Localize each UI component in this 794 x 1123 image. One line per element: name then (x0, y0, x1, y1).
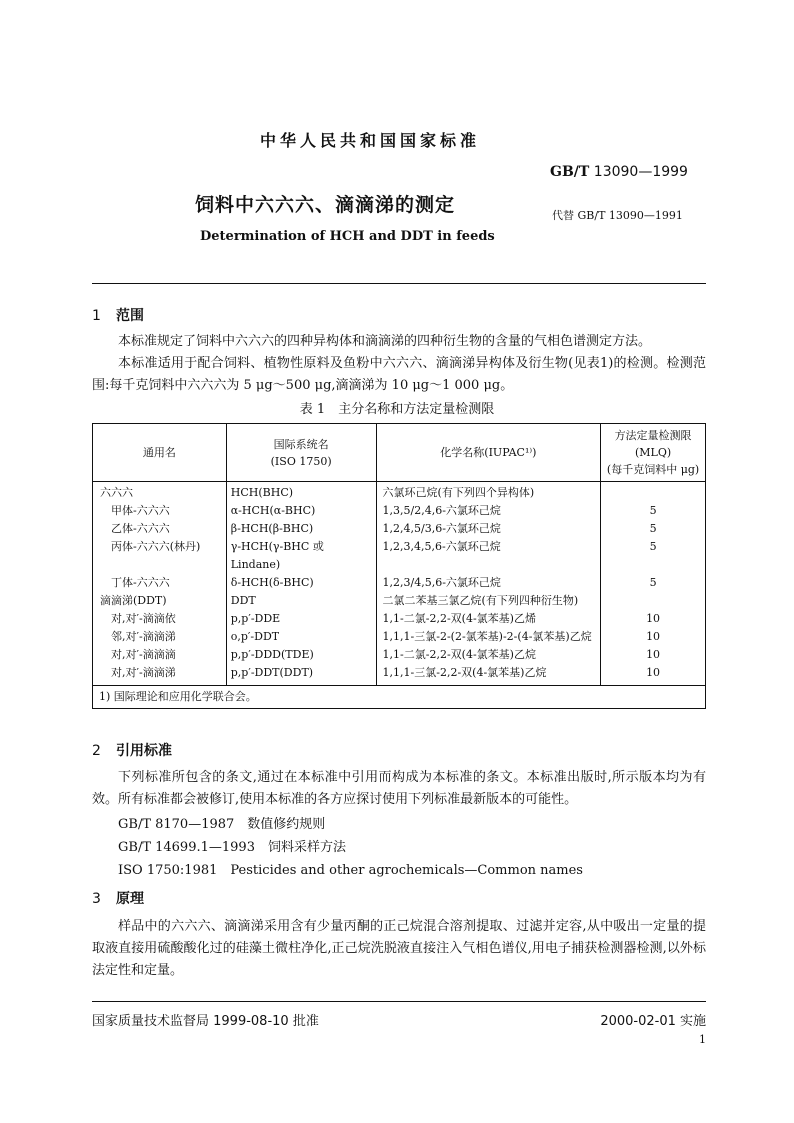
reference-item: ISO 1750:1981 Pesticides and other agrochemicals—Common names (118, 863, 583, 878)
header-mlq-line1: 方法定量检测限 (614, 429, 692, 442)
cell-chemical-name: 1,2,3/4,5,6-六氯环己烷 (376, 574, 601, 592)
cell-mlq: 5 (601, 520, 706, 538)
header-iso-name-line2: (ISO 1750) (270, 454, 332, 468)
footer-divider (92, 1001, 706, 1002)
cell-common-name: 六六六 (93, 482, 227, 503)
cell-common-name: 乙体-六六六 (93, 520, 227, 538)
cell-chemical-name: 1,1-二氯-2,2-双(4-氯苯基)乙烷 (376, 646, 601, 664)
cell-common-name: 甲体-六六六 (93, 502, 227, 520)
cell-common-name: 滴滴涕(DDT) (93, 592, 227, 610)
table-row (93, 610, 706, 628)
cell-common-name: 丁体-六六六 (93, 574, 227, 592)
cell-chemical-name: 1,3,5/2,4,6-六氯环己烷 (376, 502, 601, 520)
cell-iso-name: γ-HCH(γ-BHC 或 Lindane) (226, 538, 376, 574)
table-row (93, 502, 706, 520)
cell-chemical-name: 1,1,1-三氯-2,2-双(4-氯苯基)乙烷 (376, 664, 601, 686)
section-1-paragraph-1: 本标准规定了饲料中六六六的四种异构体和滴滴涕的四种衍生物的含量的气相色谱测定方法。 (118, 334, 652, 349)
table-row (93, 520, 706, 538)
table-row (93, 574, 706, 592)
effective-date: 2000-02-01 实施 (600, 1014, 706, 1029)
table-row (93, 646, 706, 664)
cell-common-name: 对,对′-滴滴涕 (93, 664, 227, 686)
cell-chemical-name: 1,1,1-三氯-2-(2-氯苯基)-2-(4-氯苯基)乙烷 (376, 628, 601, 646)
standard-category-title: 中华人民共和国国家标准 (259, 131, 480, 150)
cell-mlq: 10 (601, 646, 706, 664)
cell-mlq: 10 (601, 610, 706, 628)
cell-iso-name: β-HCH(β-BHC) (226, 520, 376, 538)
section-2-title: 引用标准 (116, 743, 172, 759)
section-3-title: 原理 (116, 891, 144, 907)
section-1-title: 范围 (116, 308, 144, 324)
table-footnote-row (93, 686, 706, 709)
section-3-heading (92, 888, 144, 908)
document-title: 饲料中六六六、滴滴涕的测定 (195, 194, 456, 216)
cell-mlq: 10 (601, 628, 706, 646)
reference-item: GB/T 8170—1987 数值修约规则 (118, 817, 326, 832)
cell-iso-name: p,p′-DDD(TDE) (226, 646, 376, 664)
cell-chemical-name: 1,1-二氯-2,2-双(4-氯苯基)乙烯 (376, 610, 601, 628)
section-2-heading (92, 740, 172, 760)
cell-mlq: 5 (601, 538, 706, 574)
standard-code-number: 13090—1999 (593, 164, 688, 180)
header-chemical-name: 化学名称(IUPAC¹⁾) (376, 424, 601, 482)
section-1-number: 1 (92, 308, 101, 324)
reference-item: GB/T 14699.1—1993 饲料采样方法 (118, 840, 346, 855)
table-footnote: 1) 国际理论和应用化学联合会。 (93, 686, 706, 709)
table-row (93, 592, 706, 610)
cell-mlq: 10 (601, 664, 706, 686)
table-row (93, 664, 706, 686)
section-1-paragraph-2: 本标准适用于配合饲料、植物性原料及鱼粉中六六六、滴滴涕异构体及衍生物(见表1)的检测。检测范围:每千克饲料中六六六为 5 μg～500 μg,滴滴涕为 10 μg～1 000 μg。 (92, 356, 706, 393)
cell-chemical-name: 1,2,3,4,5,6-六氯环己烷 (376, 538, 601, 574)
cell-common-name: 对,对′-滴滴依 (93, 610, 227, 628)
standard-code-prefix: GB/T (550, 164, 590, 180)
header-iso-name-line1: 国际系统名 (273, 437, 329, 451)
cell-iso-name: p,p′-DDT(DDT) (226, 664, 376, 686)
cell-iso-name: DDT (226, 592, 376, 610)
header-divider (92, 283, 706, 284)
header-iso-name (226, 424, 376, 482)
section-2-paragraph-1: 下列标准所包含的条文,通过在本标准中引用而构成为本标准的条文。本标准出版时,所示版本均为有效。所有标准都会被修订,使用本标准的各方应探讨使用下列标准最新版本的可能性。 (92, 770, 706, 807)
table-row (93, 482, 706, 503)
cell-common-name: 丙体-六六六(林丹) (93, 538, 227, 574)
cell-iso-name: o,p′-DDT (226, 628, 376, 646)
cell-chemical-name: 六氯环己烷(有下列四个异构体) (376, 482, 601, 503)
cell-chemical-name: 1,2,4,5/3,6-六氯环己烷 (376, 520, 601, 538)
approval-note: 国家质量技术监督局 1999-08-10 批准 (92, 1014, 319, 1029)
cell-iso-name: δ-HCH(δ-BHC) (226, 574, 376, 592)
english-title: Determination of HCH and DDT in feeds (200, 229, 495, 244)
section-1-heading (92, 305, 144, 325)
standard-code (550, 164, 688, 180)
header-common-name: 通用名 (93, 424, 227, 482)
table-1 (92, 423, 706, 709)
cell-mlq (601, 592, 706, 610)
cell-mlq (601, 482, 706, 503)
table-1-caption: 表 1 主分名称和方法定量检测限 (299, 402, 495, 417)
table-header-row (93, 424, 706, 482)
header-mlq (601, 424, 706, 482)
replaces-note: 代替 GB/T 13090—1991 (552, 209, 683, 222)
cell-chemical-name: 二氯二苯基三氯乙烷(有下列四种衍生物) (376, 592, 601, 610)
section-3-number: 3 (92, 891, 101, 907)
cell-iso-name: p,p′-DDE (226, 610, 376, 628)
page-number: 1 (699, 1033, 706, 1046)
section-2-number: 2 (92, 743, 101, 759)
table-row (93, 628, 706, 646)
cell-iso-name: α-HCH(α-BHC) (226, 502, 376, 520)
section-3-paragraph-1: 样品中的六六六、滴滴涕采用含有少量丙酮的正己烷混合溶剂提取、过滤并定容,从中吸出一定量的提取液直接用硫酸酸化过的硅藻土微柱净化,正己烷洗脱液直接注入气相色谱仪,用电子捕获检测器检测,以外标法定性和定量。 (92, 919, 706, 978)
cell-mlq: 5 (601, 502, 706, 520)
header-mlq-line3: (每千克饲料中 μg) (606, 463, 700, 476)
cell-mlq: 5 (601, 574, 706, 592)
cell-common-name: 邻,对′-滴滴涕 (93, 628, 227, 646)
header-mlq-line2: (MLQ) (634, 446, 672, 459)
cell-iso-name: HCH(BHC) (226, 482, 376, 503)
cell-common-name: 对,对′-滴滴滴 (93, 646, 227, 664)
table-row (93, 538, 706, 574)
